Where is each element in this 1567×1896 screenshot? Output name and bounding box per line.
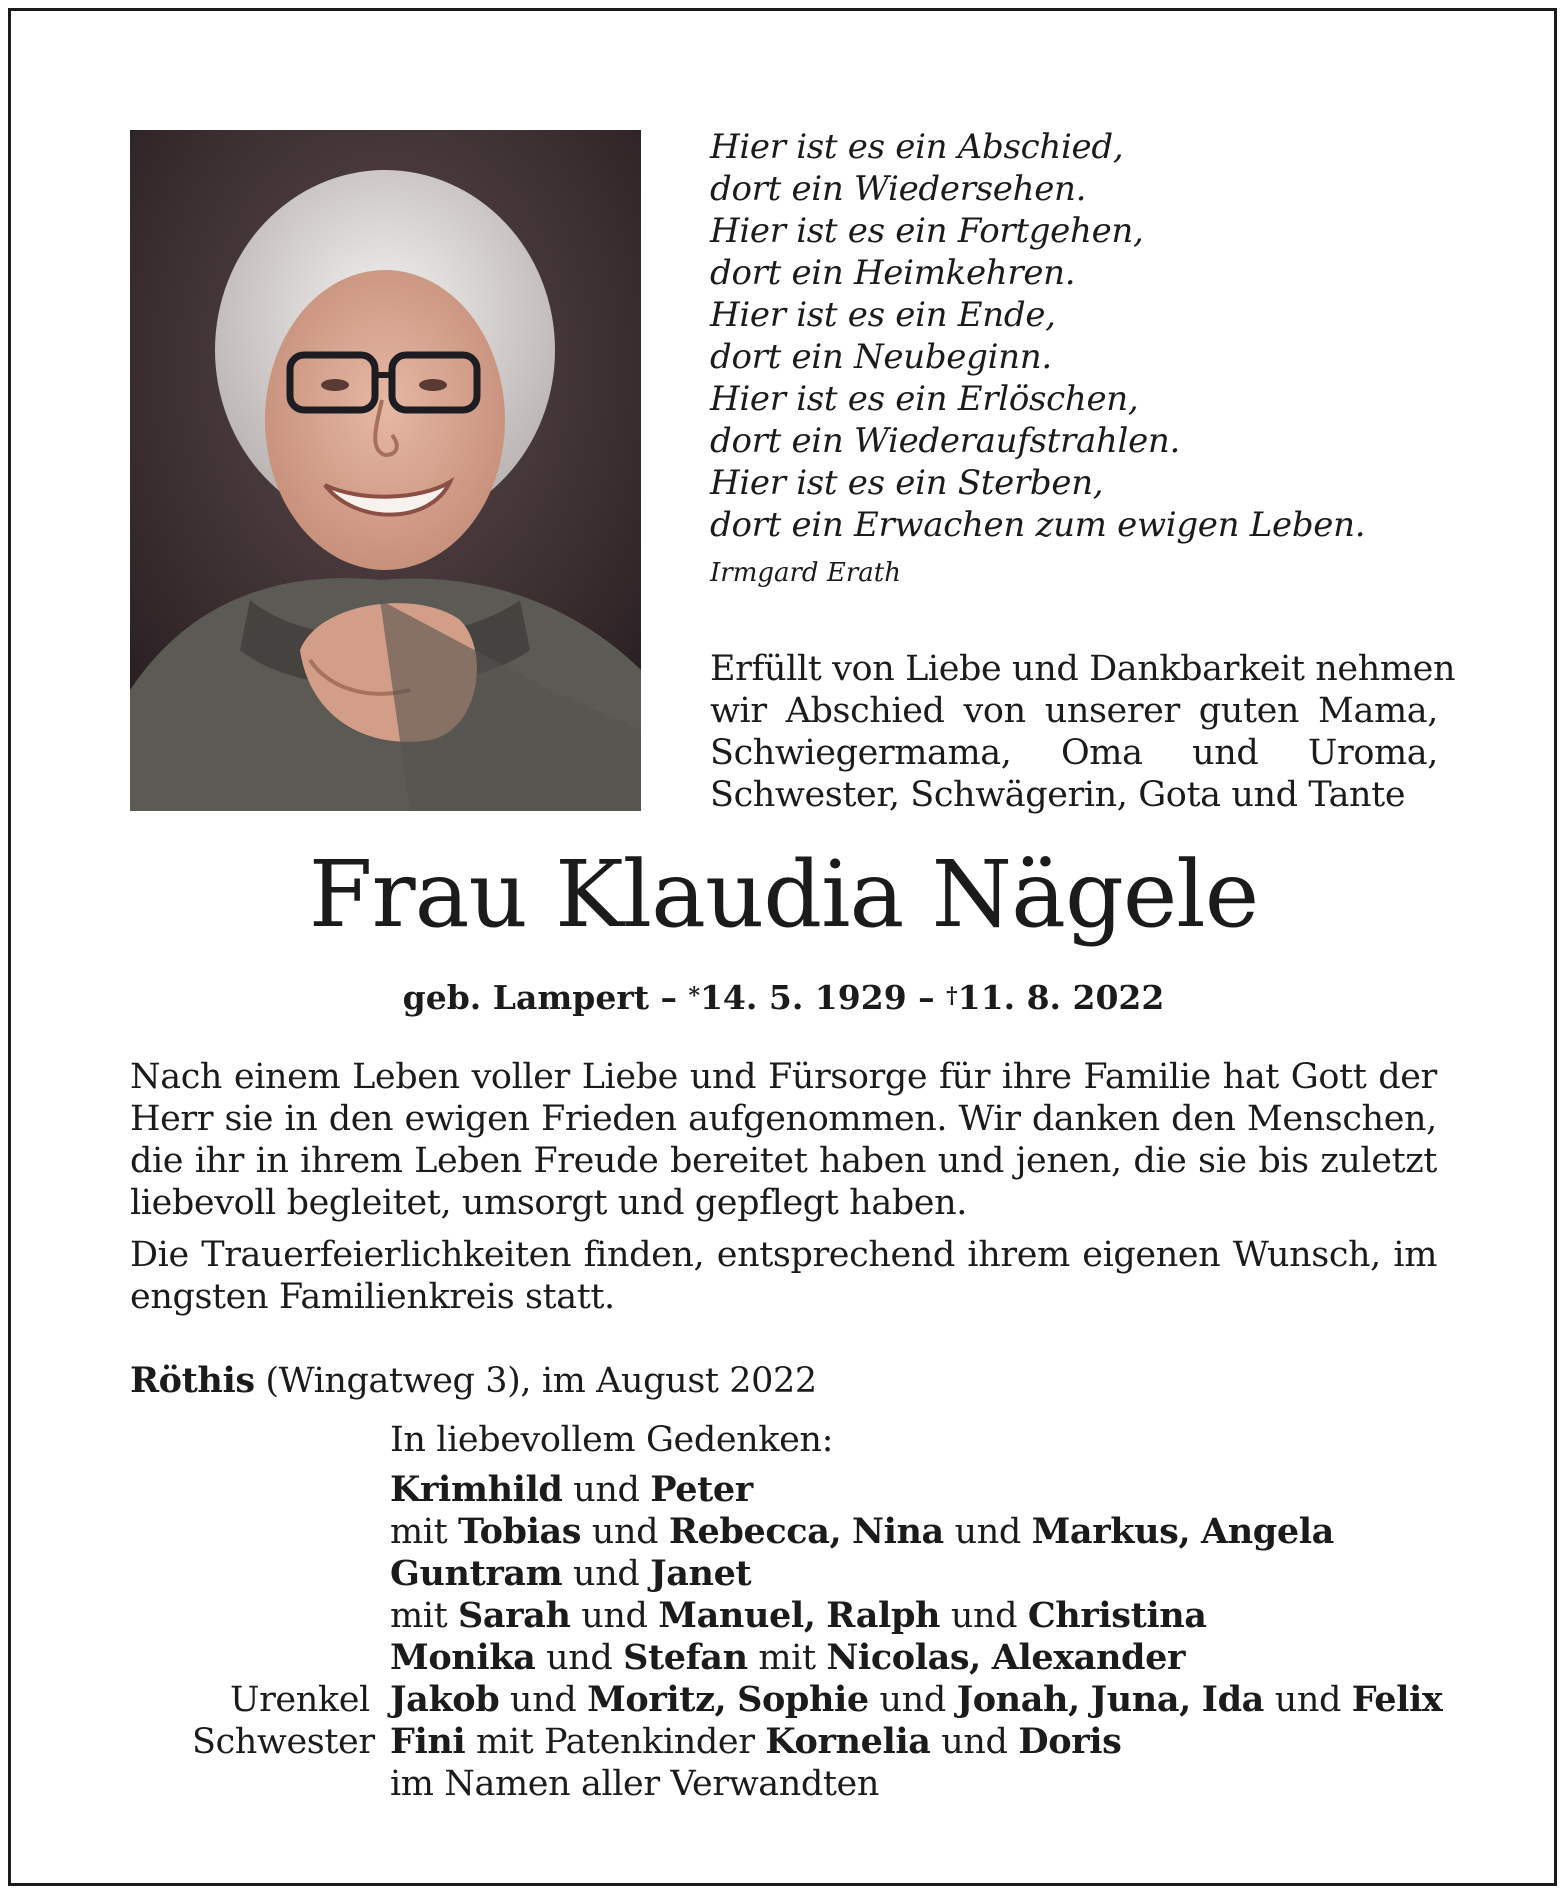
word: und <box>1192 733 1259 773</box>
text-line: engsten Familienkreis statt. <box>130 1277 615 1317</box>
conjunction: und <box>941 1722 1008 1762</box>
word: Leben <box>414 1141 522 1181</box>
godchildren-text: mit Patenkinder <box>476 1722 755 1762</box>
word: sie <box>224 1099 274 1139</box>
word: einem <box>233 1057 341 1097</box>
word: Gott <box>1290 1057 1367 1097</box>
relation-label-urenkel: Urenkel <box>230 1680 370 1720</box>
text-line <box>130 1140 1437 1182</box>
birth-date: 14. 5. 1929 <box>699 978 907 1017</box>
town: Röthis <box>130 1360 255 1401</box>
word: hat <box>1222 1057 1279 1097</box>
word: Menschen, <box>1246 1099 1437 1139</box>
family-name: Juna, <box>1090 1679 1191 1720</box>
family-name: Sophie <box>737 1679 869 1720</box>
word: ihrem <box>967 1235 1070 1275</box>
family-name: Fini <box>390 1721 466 1762</box>
word: die <box>1133 1141 1187 1181</box>
family-name: Markus, <box>1031 1511 1191 1552</box>
word: für <box>939 1057 991 1097</box>
poem-line: dort ein Neubeginn. <box>710 337 1052 377</box>
word: und <box>937 1141 1004 1181</box>
word: Trauerfeierlichkeiten <box>201 1235 572 1275</box>
death-date: 11. 8. 2022 <box>957 978 1165 1017</box>
born-name: geb. Lampert <box>402 978 649 1017</box>
birth-symbol: * <box>688 983 700 1009</box>
conjunction: und <box>591 1512 659 1552</box>
address-date: (Wingatweg 3), im August 2022 <box>254 1361 817 1401</box>
word: Oma <box>1061 733 1143 773</box>
separator: – <box>918 978 935 1017</box>
conjunction: mit <box>758 1638 816 1678</box>
family-name: Angela <box>1200 1511 1334 1552</box>
text-line <box>130 1234 1437 1276</box>
conjunction: und <box>581 1596 648 1636</box>
family-name: Nina <box>852 1511 944 1552</box>
word: im <box>1393 1235 1437 1275</box>
text-line: liebevoll begleitet, umsorgt und gepflegt haben. <box>130 1183 967 1223</box>
farewell-text <box>710 648 1456 816</box>
family-name: Felix <box>1351 1679 1443 1720</box>
family-name: Guntram <box>390 1553 563 1594</box>
word: von <box>963 691 1026 731</box>
word: und <box>689 1057 757 1097</box>
word: eigenen <box>1082 1235 1221 1275</box>
word: die <box>130 1141 184 1181</box>
word: bereitet <box>670 1141 808 1181</box>
family-name: Rebecca, <box>668 1511 842 1552</box>
word: Nach <box>130 1057 223 1097</box>
poem-line: dort ein Wiederaufstrahlen. <box>710 421 1181 461</box>
word: finden, <box>583 1235 705 1275</box>
poem-line: Hier ist es ein Abschied, <box>710 127 1124 167</box>
family-heading: In liebevollem Gedenken: <box>390 1420 833 1460</box>
family-name: Ralph <box>826 1595 941 1636</box>
word: in <box>255 1141 289 1181</box>
word: aufgenommen. <box>688 1099 948 1139</box>
conjunction: und <box>950 1596 1018 1636</box>
poem-line: dort ein Wiedersehen. <box>710 169 1087 209</box>
farewell-line <box>710 690 1438 732</box>
word: den <box>328 1099 394 1139</box>
word: ihr <box>194 1141 245 1181</box>
word: in <box>284 1099 318 1139</box>
life-dates <box>0 976 1567 1020</box>
farewell-line: Erfüllt von Liebe und Dankbarkeit nehmen <box>710 649 1456 689</box>
family-list <box>192 1419 1490 1805</box>
word: ewigen <box>404 1099 530 1139</box>
word: bis <box>1258 1141 1309 1181</box>
poem-line: dort ein Heimkehren. <box>710 253 1076 293</box>
word: ihrem <box>300 1141 403 1181</box>
word: Leben <box>352 1057 460 1097</box>
text-line <box>130 1056 1437 1098</box>
word: Wunsch, <box>1232 1235 1381 1275</box>
word: ihre <box>1001 1057 1072 1097</box>
family-name: Doris <box>1018 1721 1122 1762</box>
family-line <box>390 1469 1490 1511</box>
conjunction: mit <box>390 1512 448 1552</box>
conjunction: und <box>879 1680 946 1720</box>
family-line <box>390 1595 1490 1637</box>
family-name: Alexander <box>991 1637 1185 1678</box>
poem-line: Hier ist es ein Erlöschen, <box>710 379 1139 419</box>
word: Abschied <box>785 691 945 731</box>
conjunction: und <box>1274 1680 1341 1720</box>
poem-line: Hier ist es ein Ende, <box>710 295 1056 335</box>
word: haben <box>819 1141 927 1181</box>
place-date <box>130 1360 817 1402</box>
family-name: Kornelia <box>765 1721 931 1762</box>
word: Frieden <box>540 1099 677 1139</box>
family-line <box>390 1637 1490 1679</box>
poem <box>710 126 1470 588</box>
word: jenen, <box>1015 1141 1122 1181</box>
separator: – <box>660 978 677 1017</box>
conjunction: und <box>573 1470 640 1510</box>
word: Freude <box>533 1141 659 1181</box>
family-name: Janet <box>650 1553 752 1594</box>
body-text <box>130 1056 1437 1318</box>
word: Wir <box>958 1099 1021 1139</box>
family-name: Peter <box>650 1469 753 1510</box>
word: Liebe <box>581 1057 678 1097</box>
family-name: Jakob <box>390 1679 500 1720</box>
family-name: Tobias <box>457 1511 582 1552</box>
conjunction: und <box>510 1680 577 1720</box>
family-name: Moritz, <box>587 1679 727 1720</box>
family-name: Sarah <box>457 1595 571 1636</box>
death-symbol: † <box>946 983 958 1009</box>
word: den <box>1171 1099 1236 1139</box>
conjunction: und <box>573 1554 640 1594</box>
word: sie <box>1198 1141 1247 1181</box>
family-name: Jonah, <box>956 1679 1080 1720</box>
farewell-line <box>710 732 1438 774</box>
poem-line: dort ein Erwachen zum ewigen Leben. <box>710 505 1366 545</box>
relation-label-schwester: Schwester <box>192 1722 375 1762</box>
family-name: Manuel, <box>658 1595 816 1636</box>
poem-line: Hier ist es ein Sterben, <box>710 463 1104 503</box>
word: Fürsorge <box>767 1057 928 1097</box>
family-name: Ida <box>1201 1679 1264 1720</box>
family-name: Krimhild <box>390 1469 563 1510</box>
family-name: Christina <box>1027 1595 1207 1636</box>
word: unserer <box>1044 691 1180 731</box>
conjunction: und <box>954 1512 1021 1552</box>
word: Uroma, <box>1307 733 1438 773</box>
poem-line: Hier ist es ein Fortgehen, <box>710 211 1144 251</box>
family-name: Nicolas, <box>826 1637 981 1678</box>
paragraph <box>130 1234 1437 1318</box>
word: Herr <box>130 1099 214 1139</box>
farewell-line: Schwester, Schwägerin, Gota und Tante <box>710 775 1406 815</box>
word: Mama, <box>1318 691 1438 731</box>
family-closing: im Namen aller Verwandten <box>390 1764 879 1804</box>
family-line <box>390 1553 1490 1595</box>
family-line <box>230 1679 1490 1721</box>
family-name: Stefan <box>623 1637 748 1678</box>
deceased-name: Frau Klaudia Nägele <box>308 841 1259 948</box>
word: zuletzt <box>1320 1141 1437 1181</box>
word: entsprechend <box>716 1235 955 1275</box>
word: wir <box>710 691 767 731</box>
word: Schwiegermama, <box>710 733 1012 773</box>
word: danken <box>1031 1099 1160 1139</box>
word: guten <box>1198 691 1300 731</box>
word: Die <box>130 1235 189 1275</box>
conjunction: und <box>546 1638 613 1678</box>
text-line <box>130 1098 1437 1140</box>
paragraph <box>130 1056 1437 1224</box>
conjunction: mit <box>390 1596 448 1636</box>
word: voller <box>471 1057 570 1097</box>
portrait-photo <box>130 130 641 811</box>
family-line <box>390 1511 1490 1553</box>
word: Familie <box>1083 1057 1211 1097</box>
word: der <box>1378 1057 1437 1097</box>
family-line <box>192 1721 1490 1763</box>
family-name: Monika <box>390 1637 536 1678</box>
poem-author: Irmgard Erath <box>710 558 901 588</box>
